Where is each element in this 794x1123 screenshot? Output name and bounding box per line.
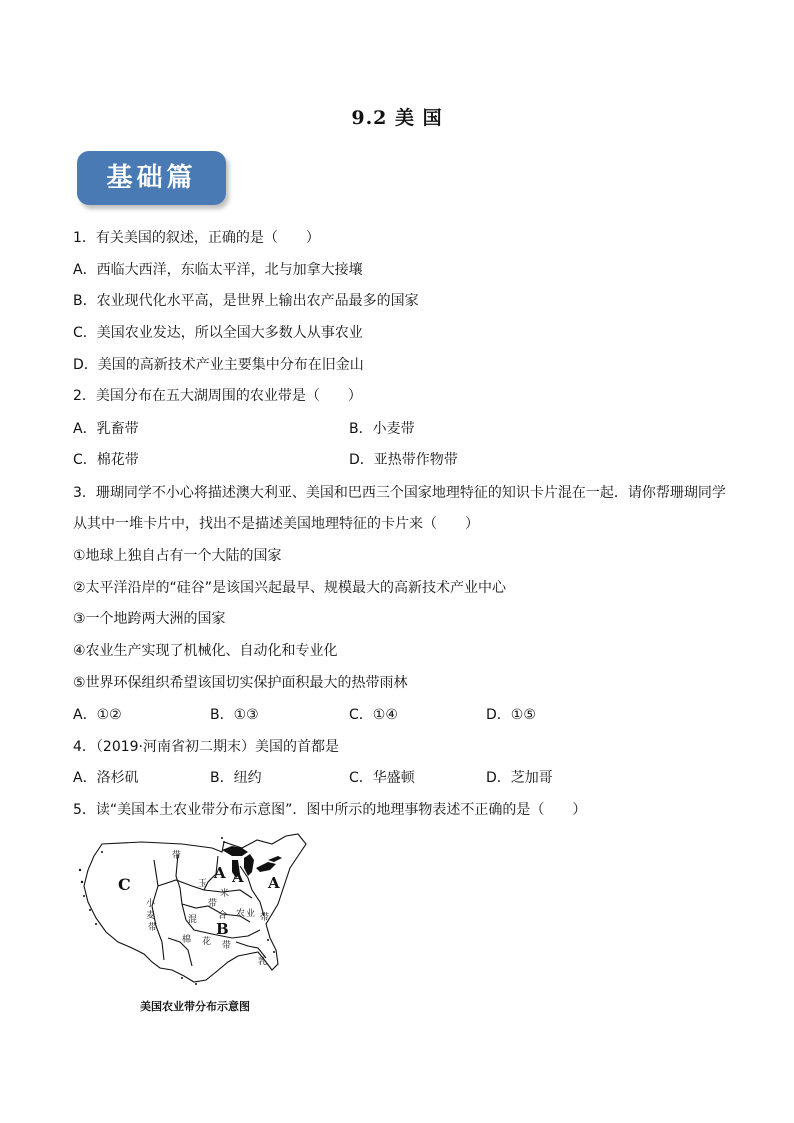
q3-option-b: B．①③ <box>210 707 259 723</box>
map-text-mix1: 混 <box>188 915 198 925</box>
q1-option-c: C．美国农业发达，所以全国大多数人从事农业 <box>73 325 363 341</box>
map-text-small3: 带 <box>148 923 158 933</box>
map-label-a2: A <box>232 868 244 886</box>
q3-stem-line1: 3．珊瑚同学不小心将描述澳大利亚、美国和巴西三个国家地理特征的知识卡片混在一起．请你帮珊瑚同学 <box>73 485 726 501</box>
map-text-mix4: 业 <box>246 909 256 919</box>
q4-option-d: D．芝加哥 <box>486 770 553 786</box>
q1-option-d: D．美国的高新技术产业主要集中分布在旧金山 <box>73 357 364 373</box>
map-text-corn2: 米 <box>220 889 230 899</box>
map-text-cot3: 带 <box>222 941 232 951</box>
map-label-a3: A <box>268 874 280 892</box>
q5-stem: 5．读“美国本土农业带分布示意图”．图中所示的地理事物表述不正确的是（ ） <box>73 802 587 818</box>
map-label-a1: A <box>214 864 226 882</box>
map-text-dairy2: 带 <box>172 851 182 861</box>
map-label-b: B <box>216 920 229 938</box>
q2-option-b: B．小麦带 <box>349 421 415 437</box>
q4-option-c: C．华盛顿 <box>349 770 415 786</box>
map-text-mix3: 农 <box>236 909 246 919</box>
usa-agriculture-map <box>72 830 312 1002</box>
q1-option-b: B．农业现代化水平高，是世界上输出农产品最多的国家 <box>73 293 419 309</box>
q3-item-4: ④农业生产实现了机械化、自动化和专业化 <box>73 643 338 659</box>
map-caption: 美国农业带分布示意图 <box>140 1000 250 1013</box>
q4-option-a: A．洛杉矶 <box>73 770 139 786</box>
map-text-small2: 麦 <box>146 911 156 921</box>
map-text-cot2: 花 <box>202 937 212 947</box>
q3-item-1: ①地球上独自占有一个大陆的国家 <box>73 548 282 564</box>
map-text-small1: 小 <box>146 899 156 909</box>
section-badge <box>77 151 226 205</box>
q3-option-d: D．①⑤ <box>486 707 536 723</box>
map-text-dairy1: 乳 <box>258 957 268 967</box>
q2-stem: 2．美国分布在五大湖周围的农业带是（ ） <box>73 388 362 404</box>
q2-option-a: A．乳畜带 <box>73 421 139 437</box>
q4-option-b: B．纽约 <box>210 770 262 786</box>
q4-stem: 4．（2019·河南省初二期末）美国的首都是 <box>73 739 339 755</box>
map-text-mix5: 带 <box>260 913 270 923</box>
q3-option-c: C．①④ <box>349 707 398 723</box>
map-text-mix2: 合 <box>218 911 228 921</box>
q1-stem: 1．有关美国的叙述，正确的是（ ） <box>73 230 320 246</box>
map-text-cot1: 棉 <box>182 935 192 945</box>
q3-item-2: ②太平洋沿岸的“硅谷”是该国兴起最早、规模最大的高新技术产业中心 <box>73 580 507 596</box>
q2-option-c: C．棉花带 <box>73 452 139 468</box>
q3-item-5: ⑤世界环保组织希望该国切实保护面积最大的热带雨林 <box>73 675 408 691</box>
map-text-corn3: 带 <box>208 899 218 909</box>
q3-option-a: A．①② <box>73 707 122 723</box>
map-text-corn1: 玉 <box>198 879 208 889</box>
q3-stem-line2: 从其中一堆卡片中，找出不是描述美国地理特征的卡片来（ ） <box>73 516 479 532</box>
map-label-c: C <box>118 875 131 894</box>
q1-option-a: A．西临大西洋，东临太平洋，北与加拿大接壤 <box>73 262 363 278</box>
q3-item-3: ③一个地跨两大洲的国家 <box>73 611 226 627</box>
section-badge-label: 基础篇 <box>106 163 197 193</box>
q2-option-d: D．亚热带作物带 <box>349 452 458 468</box>
page-title: 9.2 美 国 <box>351 107 443 129</box>
